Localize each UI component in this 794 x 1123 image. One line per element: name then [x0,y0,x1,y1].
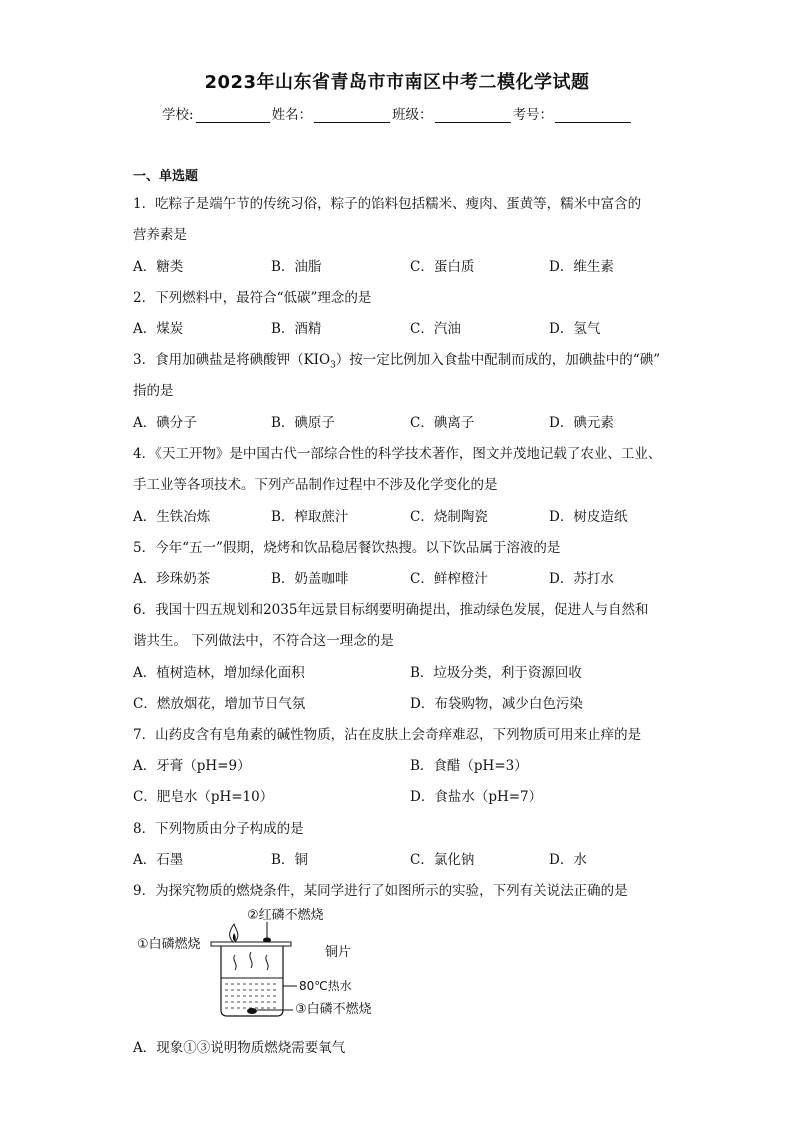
question-3-option-d[interactable]: D．碘元素 [549,415,614,431]
question-6-stem-line-2: 谐共生。 下列做法中，不符合这一理念的是 [133,633,394,649]
question-3-stem-line-2: 指的是 [133,383,174,399]
question-8-option-b[interactable]: B．铜 [271,852,308,868]
label-hot-water: 80℃热水 [299,979,352,993]
question-7-option-a[interactable]: A．牙膏（pH=9） [133,758,251,774]
question-9-stem: 9．为探究物质的燃烧条件，某同学进行了如图所示的实验，下列有关说法正确的是 [133,883,628,899]
question-3-stem-suffix: ）按一定比例加入食盐中配制而成的，加碘盐中的“碘” [335,352,661,368]
question-3-stem-line-1 [133,348,660,371]
steam-icon [266,955,268,970]
question-4-option-a[interactable]: A．生铁冶炼 [133,509,211,525]
question-6-stem-line-1: 6．我国十四五规划和2035年远景目标纲要明确提出，推动绿色发展，促进人与自然和 [133,602,649,618]
question-4-stem-line-2: 手工业等各项技术。下列产品制作过程中不涉及化学变化的是 [133,477,498,493]
section-title: 一、单选题 [133,169,199,184]
page-title: 2023年山东省青岛市市南区中考二模化学试题 [204,72,590,93]
student-info-row [162,103,631,123]
question-4-option-c[interactable]: C．烧制陶瓷 [410,509,488,525]
steam-icon [250,952,252,968]
question-3-stem-subscript: 3 [330,360,336,371]
question-5-stem: 5．今年“五一”假期，烧烤和饮品稳居餐饮热搜。以下饮品属于溶液的是 [133,540,561,556]
underwater-phosphorus-icon [247,1008,257,1014]
question-8-option-d[interactable]: D．水 [549,852,587,868]
question-6-option-b[interactable]: B．垃圾分类，利于资源回收 [410,665,582,681]
question-2-stem: 2．下列燃料中，最符合“低碳”理念的是 [133,290,372,306]
question-1-option-d[interactable]: D．维生素 [549,259,614,275]
question-2-option-d[interactable]: D．氢气 [549,321,601,337]
question-3-option-b[interactable]: B．碘原子 [271,415,335,431]
question-1-option-a[interactable]: A．糖类 [133,259,184,275]
question-6-option-d[interactable]: D．布袋购物，减少白色污染 [410,696,583,712]
name-field[interactable] [314,106,390,123]
name-label: 姓名： [271,107,313,123]
class-field[interactable] [435,106,511,123]
question-2-option-b[interactable]: B．酒精 [271,321,322,337]
label-white-phosphorus-underwater: ③白磷不燃烧 [295,1002,372,1017]
label-copper-sheet: 铜片 [325,945,352,960]
question-5-option-a[interactable]: A．珍珠奶茶 [133,571,211,587]
label-red-phosphorus: ②红磷不燃烧 [247,908,324,923]
question-5-option-d[interactable]: D．苏打水 [549,571,614,587]
school-field[interactable] [196,106,270,123]
red-phosphorus-icon [263,938,271,943]
question-2-option-a[interactable]: A．煤炭 [133,321,184,337]
question-1-option-b[interactable]: B．油脂 [271,259,322,275]
combustion-experiment-figure [135,900,395,1025]
flame-core-icon [233,933,236,941]
exam-no-label: 考号： [512,107,554,123]
question-1-stem-line-1: 1．吃粽子是端午节的传统习俗，粽子的馅料包括糯米、瘦肉、蛋黄等，糯米中富含的 [133,196,642,212]
question-5-option-b[interactable]: B．奶盖咖啡 [271,571,349,587]
question-6-option-a[interactable]: A．植树造林，增加绿化面积 [133,665,305,681]
school-label: 学校: [162,107,194,123]
label-white-phosphorus-burning: ①白磷燃烧 [137,937,201,952]
question-1-option-c[interactable]: C．蛋白质 [410,259,475,275]
question-4-stem-line-1: 4．《天工开物》是中国古代一部综合性的科学技术著作，图文并茂地记载了农业、工业、 [133,446,662,462]
copper-sheet [211,942,291,946]
question-3-option-c[interactable]: C．碘离子 [410,415,475,431]
question-3-stem-prefix: 3．食用加碘盐是将碘酸钾（KIO [133,352,331,368]
exam-no-field[interactable] [555,106,631,123]
question-8-stem: 8．下列物质由分子构成的是 [133,821,304,837]
hot-water [225,984,279,1008]
question-2-option-c[interactable]: C．汽油 [410,321,461,337]
beaker [221,946,283,1016]
question-5-option-c[interactable]: C．鲜榨橙汁 [410,571,488,587]
question-8-option-a[interactable]: A．石墨 [133,852,184,868]
question-9-option-a[interactable]: A．现象①③说明物质燃烧需要氧气 [133,1040,346,1056]
question-1-stem-line-2: 营养素是 [133,227,187,243]
question-3-option-a[interactable]: A．碘分子 [133,415,197,431]
question-7-option-b[interactable]: B．食醋（pH=3） [410,758,528,774]
question-7-option-d[interactable]: D．食盐水（pH=7） [410,789,543,805]
class-label: 班级： [392,107,433,123]
question-7-stem: 7．山药皮含有皂角素的碱性物质，沾在皮肤上会奇痒难忍，下列物质可用来止痒的是 [133,727,642,743]
steam-icon [234,955,236,970]
question-4-option-b[interactable]: B．榨取蔗汁 [271,509,349,525]
question-8-option-c[interactable]: C．氯化钠 [410,852,475,868]
question-6-option-c[interactable]: C．燃放烟花，增加节日气氛 [133,696,306,712]
question-7-option-c[interactable]: C．肥皂水（pH=10） [133,789,274,805]
question-4-option-d[interactable]: D．树皮造纸 [549,509,628,525]
